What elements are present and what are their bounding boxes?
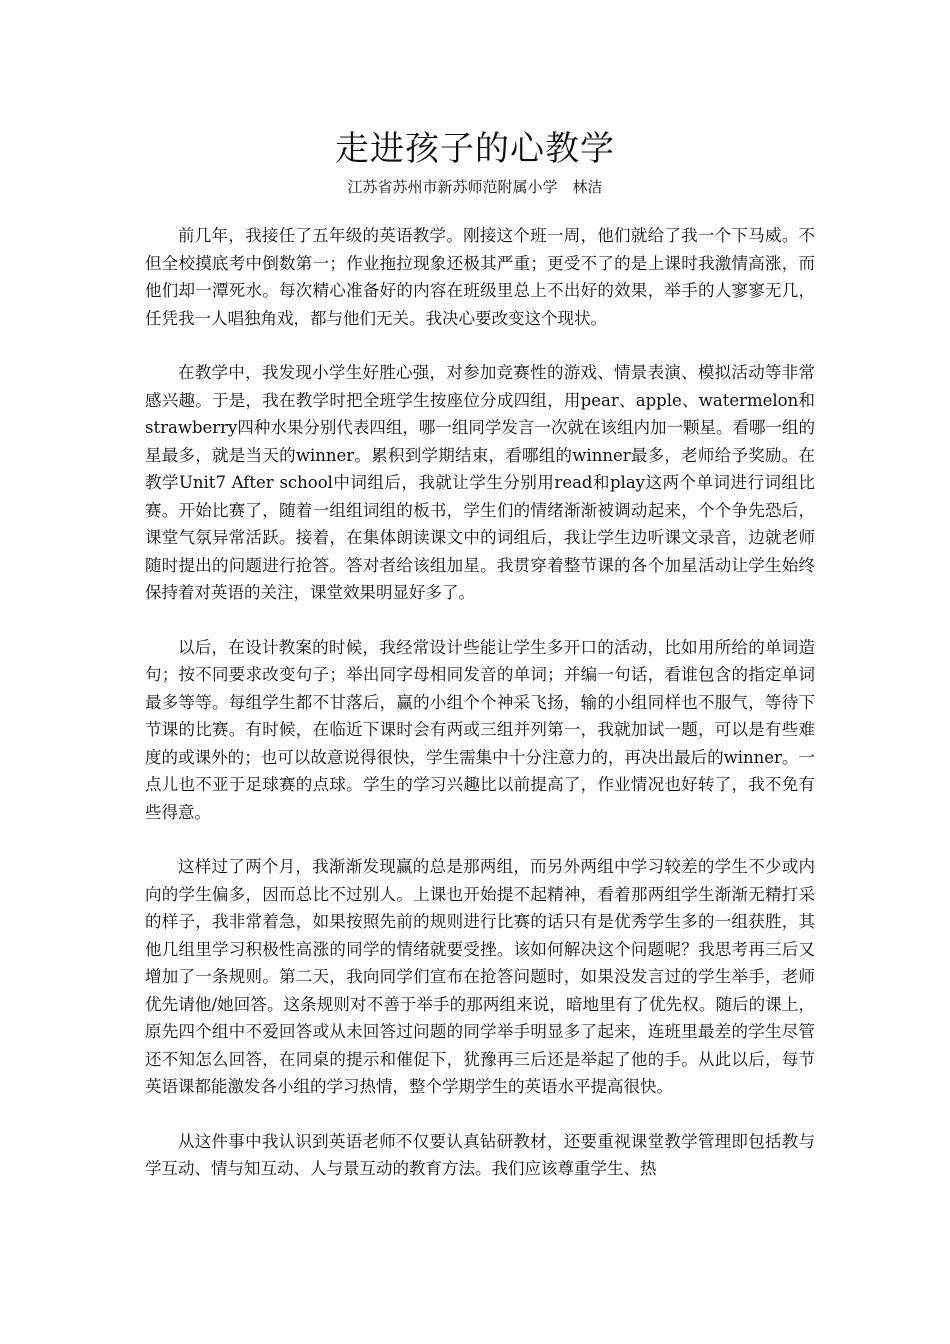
paragraph-4: 这样过了两个月，我渐渐发现赢的总是那两组，而另外两组中学习较差的学生不少或内向的学生偏多，因而总比不过别人。上课也开始提不起精神，看着那两组学生渐渐无精打采的样子，我非常着急，如果按照先前的规则进行比赛的话只有是优秀学生多的一组获胜，其他几组里学习积极性高涨的同学的情绪就要受挫。该如何解决这个问题呢？我思考再三后又增加了一条规则。第二天，我向同学们宣布在抢答问题时，如果没发言过的学生举手，老师优先请他/她回答。这条规则对不善于举手的那两组来说，暗地里有了优先权。随后的课上，原先四个组中不爱回答或从未回答过问题的同学举手明显多了起来，连班里最差的学生尽管还不知怎么回答，在同桌的提示和催促下，犹豫再三后还是举起了他的手。从此以后，每节英语课都能激发各小组的学习热情，整个学期学生的英语水平提高很快。 (145, 857, 815, 1096)
author-affiliation: 江苏省苏州市新苏师范附属小学 林洁 (347, 178, 603, 196)
document-title: 走进孩子的心教学 (335, 129, 615, 169)
paragraph-1: 前几年，我接任了五年级的英语教学。刚接这个班一周，他们就给了我一个下马威。不但全校摸底考中倒数第一；作业拖拉现象还极其严重；更受不了的是上课时我激情高涨，而他们却一潭死水。每次精心准备好的内容在班级里总上不出好的效果，举手的人寥寥无几，任凭我一人唱独角戏，都与他们无关。我决心要改变这个现状。 (145, 226, 815, 328)
document-body (145, 222, 815, 1210)
paragraph-2: 在教学中，我发现小学生好胜心强，对参加竞赛性的游戏、情景表演、模拟活动等非常感兴趣。于是，我在教学时把全班学生按座位分成四组，用pear、apple、watermelon和strawberry四种水果分别代表四组，哪一组同学发言一次就在该组内加一颗星。看哪一组的星最多，就是当天的winner。累积到学期结束，看哪组的winner最多，老师给予奖励。在教学Unit7 After school中词组后，我就让学生分别用read和play这两个单词进行词组比赛。开始比赛了，随着一组组词组的板书，学生们的情绪渐渐被调动起来，个个争先恐后，课堂气氛异常活跃。接着，在集体朗读课文中的词组后，我让学生边听课文录音，边就老师随时提出的问题进行抢答。答对者给该组加星。我贯穿着整节课的各个加星活动让学生始终保持着对英语的关注，课堂效果明显好多了。 (145, 363, 815, 602)
paragraph-3: 以后，在设计教案的时候，我经常设计些能让学生多开口的活动，比如用所给的单词造句；按不同要求改变句子；举出同字母相同发音的单词；并编一句话，看谁包含的指定单词最多等等。每组学生都不甘落后，赢的小组个个神采飞扬，输的小组同样也不服气，等待下节课的比赛。有时候，在临近下课时会有两或三组并列第一，我就加试一题，可以是有些难度的或课外的；也可以故意说得很快，学生需集中十分注意力的，再决出最后的winner。一点儿也不亚于足球赛的点球。学生的学习兴趣比以前提高了，作业情况也好转了，我不免有些得意。 (145, 637, 815, 822)
paragraph-5: 从这件事中我认识到英语老师不仅要认真钻研教材，还要重视课堂教学管理即包括教与学互动、情与知互动、人与景互动的教育方法。我们应该尊重学生、热 (145, 1131, 815, 1178)
